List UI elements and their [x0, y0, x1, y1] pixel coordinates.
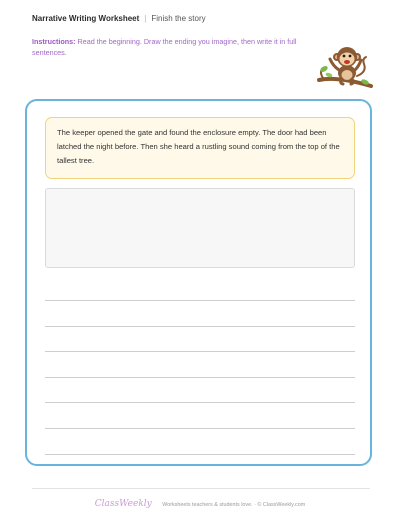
- monkey-on-branch-icon: [317, 42, 373, 92]
- footer-divider: [32, 488, 370, 489]
- worksheet-subtitle: Finish the story: [151, 14, 206, 23]
- writing-line[interactable]: [45, 402, 355, 403]
- footer: [0, 493, 400, 511]
- writing-line[interactable]: [45, 326, 355, 327]
- brand-logo: ClassWeekly: [94, 499, 152, 509]
- writing-line[interactable]: [45, 454, 355, 455]
- writing-line[interactable]: [45, 377, 355, 378]
- header-separator: |: [144, 14, 147, 23]
- drawing-area[interactable]: [45, 188, 355, 268]
- writing-line[interactable]: [45, 428, 355, 429]
- writing-line[interactable]: [45, 351, 355, 352]
- story-beginning-box: The keeper opened the gate and found the enclosure empty. The door had been latched the night before. Then she heard a rustling sound coming from the top of the tallest tree.: [45, 117, 355, 179]
- footer-tagline: Worksheets teachers & students love. · © ClassWeekly.com: [162, 502, 306, 508]
- instructions: [32, 37, 300, 58]
- worksheet-title: Narrative Writing Worksheet: [32, 14, 140, 23]
- instructions-label: Instructions:: [32, 37, 76, 46]
- writing-line[interactable]: [45, 300, 355, 301]
- instructions-text: Read the beginning. Draw the ending you imagine, then write it in full sentences.: [32, 37, 297, 57]
- worksheet-header: [32, 14, 206, 24]
